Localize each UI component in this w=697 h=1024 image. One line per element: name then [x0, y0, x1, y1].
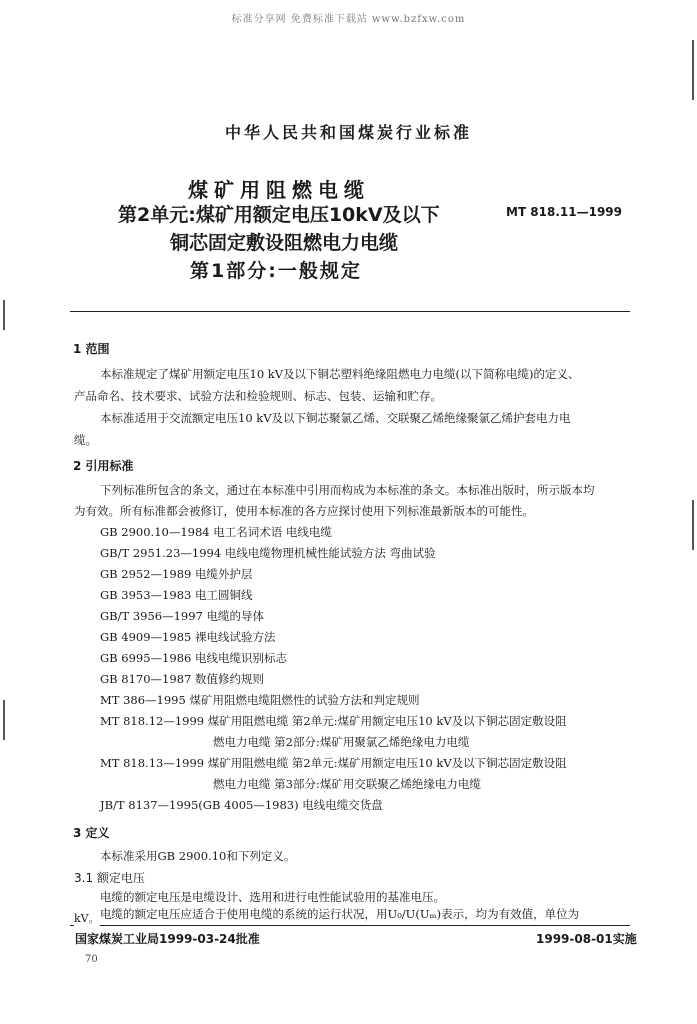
doc-title-line1: 煤矿用阻燃电缆: [188, 178, 370, 202]
top-divider: [70, 311, 630, 312]
scan-edge-mark: [3, 700, 5, 740]
reference-item: GB 2952—1989 电缆外护层: [100, 567, 253, 581]
reference-item: GB 3953—1983 电工圆铜线: [100, 588, 253, 602]
paragraph-line: 产品命名、技术要求、试验方法和检验规则、标志、包装、运输和贮存。: [74, 389, 442, 403]
reference-item-continued: 燃电力电缆 第2部分:煤矿用聚氯乙烯绝缘电力电缆: [213, 735, 470, 749]
paragraph-line: 电缆的额定电压是电缆设计、选用和进行电性能试验用的基准电压。: [100, 890, 445, 904]
reference-item: GB 8170—1987 数值修约规则: [100, 672, 264, 686]
section-heading: 2 引用标准: [73, 459, 134, 473]
scan-edge-mark: [692, 40, 694, 100]
reference-item: GB/T 3956—1997 电缆的导体: [100, 609, 265, 623]
paragraph-line: 本标准规定了煤矿用额定电压10 kV及以下铜芯塑料绝缘阻燃电力电缆(以下简称电缆)的定义、: [100, 367, 580, 381]
scan-edge-mark: [692, 500, 694, 550]
bottom-divider: [70, 925, 630, 926]
effective-date: 1999-08-01实施: [536, 932, 637, 946]
watermark: 标准分享网 免费标准下载站 www.bzfxw.com: [231, 14, 466, 25]
scan-edge-mark: [3, 300, 5, 330]
paragraph-line: 本标准适用于交流额定电压10 kV及以下铜芯聚氯乙烯、交联聚乙烯绝缘聚氯乙烯护套电力电: [100, 411, 571, 425]
reference-item: GB 6995—1986 电线电缆识别标志: [100, 651, 287, 665]
doc-title-line4: 第1部分:一般规定: [190, 260, 362, 282]
reference-item: MT 386—1995 煤矿用阻燃电缆阻燃性的试验方法和判定规则: [100, 693, 420, 707]
subsection-heading: 3.1 额定电压: [74, 871, 145, 885]
standard-number: MT 818.11—1999: [506, 205, 623, 219]
reference-item-continued: 燃电力电缆 第3部分:煤矿用交联聚乙烯绝缘电力电缆: [213, 777, 481, 791]
paragraph-line: 本标准采用GB 2900.10和下列定义。: [100, 849, 296, 863]
reference-item: GB 2900.10—1984 电工名词术语 电线电缆: [100, 525, 332, 539]
paragraph-line: kV。: [74, 912, 100, 925]
reference-item: MT 818.13—1999 煤矿用阻燃电缆 第2单元:煤矿用额定电压10 kV及以下铜芯固定敷设阻: [100, 756, 567, 770]
page-number: 70: [85, 954, 98, 965]
reference-item: GB/T 2951.23—1994 电线电缆物理机械性能试验方法 弯曲试验: [100, 546, 436, 560]
paragraph-line: 下列标准所包含的条文，通过在本标准中引用而构成为本标准的条文。本标准出版时，所示版本均: [100, 483, 595, 497]
reference-item: GB 4909—1985 裸电线试验方法: [100, 630, 276, 644]
reference-item: JB/T 8137—1995(GB 4005—1983) 电线电缆交货盘: [100, 798, 383, 812]
reference-item: MT 818.12—1999 煤矿用阻燃电缆 第2单元:煤矿用额定电压10 kV及以下铜芯固定敷设阻: [100, 714, 567, 728]
doc-title-line3: 铜芯固定敷设阻燃电力电缆: [170, 232, 399, 254]
approval-note: 国家煤炭工业局1999-03-24批准: [75, 932, 260, 946]
paragraph-line: 缆。: [74, 433, 97, 447]
organization-title: 中华人民共和国煤炭行业标准: [224, 123, 472, 142]
doc-title-line2: 第2单元:煤矿用额定电压10kV及以下: [118, 204, 440, 226]
section-heading: 3 定义: [73, 826, 110, 840]
paragraph-line: 电缆的额定电压应适合于使用电缆的系统的运行状况，用U₀/U(Uₘ)表示，均为有效值，单位为: [100, 907, 580, 921]
paragraph-line: 为有效。所有标准都会被修订，使用本标准的各方应探讨使用下列标准最新版本的可能性。: [74, 504, 534, 518]
section-heading: 1 范围: [73, 342, 110, 356]
